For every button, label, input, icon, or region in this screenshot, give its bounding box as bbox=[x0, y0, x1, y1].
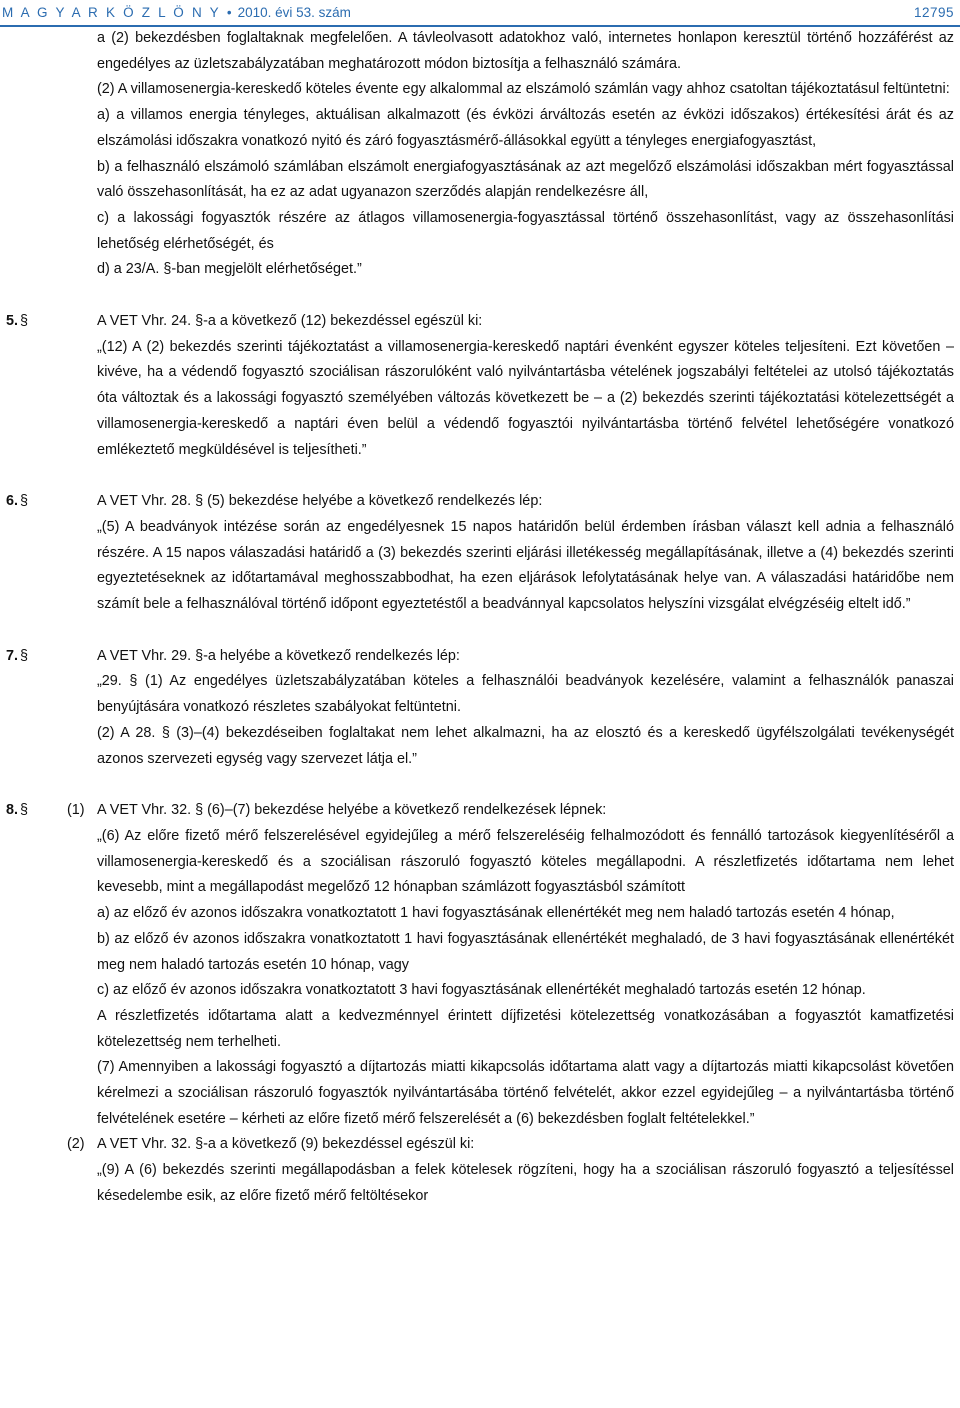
paragraph-sign: § bbox=[20, 647, 29, 664]
document-body bbox=[0, 26, 960, 1210]
page-number: 12795 bbox=[913, 5, 954, 20]
section-7-body-2: (2) A 28. § (3)–(4) bekezdéseiben foglaltakat nem lehet alkalmazni, ha az elosztó és a kereskedő ügyfélszolgálati tevékenységét azonos szervezeti egység vagy szervezet látja el.” bbox=[97, 724, 954, 767]
section-8 bbox=[0, 798, 960, 824]
section-5-body: „(12) A (2) bekezdés szerinti tájékoztatást a villamosenergia-kereskedő naptári évenként egyszer köteles teljesíteni. Ezt követően – kivéve, ha a védendő fogyasztó szociálisan rászorulóként való nyilvántartásba vételének jogszabályi feltételei az utolsó tájékoztatás óta változtak és a lakossági fogyasztó személyében változás következett be – a (2) bekezdés szerinti tájékoztatási kötelezettségét a villamosenergia-kereskedő a naptári éven belül a védendő fogyasztói nyilvántartásba történő felvétel lehetőségére vonatkozó emlékeztető megküldésével is teljesítheti.” bbox=[97, 338, 954, 458]
section-6 bbox=[0, 489, 960, 515]
header-bullet: • bbox=[226, 5, 232, 20]
page-header bbox=[0, 0, 960, 28]
item-a: a) a villamos energia tényleges, aktuálisan alkalmazott (és évközi árváltozás esetén az évközi időszakos) értékesítési árát és az elszámolási időszakra vonatkozó nyitó és záró fogyasztásmérő-állásokkal együtt a tényleges energiafogyasztást, bbox=[97, 107, 954, 149]
section-number: 8. bbox=[6, 802, 19, 819]
section-5 bbox=[0, 309, 960, 335]
section-8-subsection-2 bbox=[0, 1132, 960, 1158]
section-7 bbox=[0, 644, 960, 670]
item-b: b) a felhasználó elszámoló számlában elszámolt energiafogyasztásának az azt megelőző elszámolási időszakban mért fogyasztással való összehasonlítását, ha ez az adat ugyanazon szerződés alapján rendelkezésre áll, bbox=[97, 158, 954, 201]
section-lead: A VET Vhr. 29. §-a helyébe a következő rendelkezés lép: bbox=[97, 647, 460, 664]
section-number: 5. bbox=[6, 313, 19, 330]
section-6-body: „(5) A beadványok intézése során az engedélyesnek 15 napos határidőn belül érdemben írásban választ kell adnia a felhasználó részére. A 15 napos válaszadási határidő a (3) bekezdés szerinti eljárási illetékesség megállapításának, illetve a (4) bekezdés szerinti egyeztetéseknek az időtartamával meghosszabbodhat, ha ezen eljárások lefolytatásának helye van. A válaszadási határidőbe nem számít bele a felhasználóval történő időpont egyeztetéstől a beadvánnyal kapcsolatos helyszíni vizsgálat elvégzéséig eltelt idő.” bbox=[97, 518, 954, 613]
section-7-body-1: „29. § (1) Az engedélyes üzletszabályzatában köteles a felhasználói beadványok kezelésére, valamint a felhasználók panaszai benyújtására vonatkozó részletes szabályokat feltüntetni. bbox=[97, 673, 954, 716]
subsection-number: (1) bbox=[67, 802, 85, 819]
paragraph-sign: § bbox=[20, 313, 29, 330]
item-c: c) a lakossági fogyasztók részére az átlagos villamosenergia-fogyasztással történő összehasonlítást, vagy az összehasonlítási lehetőség elérhetőségét, és bbox=[97, 209, 954, 252]
section-number: 6. bbox=[6, 493, 19, 510]
subsection-number: (2) bbox=[67, 1136, 85, 1153]
section-8-body-9: „(9) A (6) bekezdés szerinti megállapodásban a felek kötelesek rögzíteni, hogy ha a szociálisan rászoruló fogyasztó a teljesítéssel késedelembe esik, az előre fizető mérő feltöltésekor bbox=[97, 1162, 954, 1204]
paragraph-continuation: a (2) bekezdésben foglaltaknak megfelelően. A távleolvasott adatokhoz való, internetes honlapon keresztül történő hozzáférést az engedélyes az üzletszabályzatában meghatározott módon biztosítja a felhasználó számára. bbox=[97, 30, 954, 72]
section-8-item-c: c) az előző év azonos időszakra vonatkoztatott 3 havi fogyasztásának ellenértékét meghaladó tartozás esetén 12 hónap. bbox=[97, 982, 866, 999]
item-d: d) a 23/A. §-ban megjelölt elérhetőséget.” bbox=[97, 261, 362, 278]
section-8-installment-note: A részletfizetés időtartama alatt a kedvezménnyel érintett díjfizetési kötelezettség vonatkozásában a fogyasztót kamatfizetési kötelezettség nem terhelheti. bbox=[97, 1007, 954, 1050]
section-number: 7. bbox=[6, 647, 19, 664]
paragraph-sign: § bbox=[20, 493, 29, 510]
section-lead: A VET Vhr. 28. § (5) bekezdése helyébe a következő rendelkezés lép: bbox=[97, 493, 543, 510]
journal-title: M A G Y A R K Ö Z L Ö N Y bbox=[2, 5, 221, 20]
section-lead: A VET Vhr. 24. §-a a következő (12) bekezdéssel egészül ki: bbox=[97, 313, 483, 330]
paragraph-2: (2) A villamosenergia-kereskedő köteles évente egy alkalommal az elszámoló számlán vagy ahhoz csatoltan tájékoztatásul feltüntetni: bbox=[97, 81, 950, 98]
paragraph-sign: § bbox=[20, 802, 29, 819]
issue-label: 2010. évi 53. szám bbox=[237, 5, 351, 20]
section-8-body-6: „(6) Az előre fizető mérő felszerelésével egyidejűleg a mérő felszereléséig felhalmozódott és fennálló tartozások kiegyenlítéséről a villamosenergia-kereskedő és a szociálisan rászoruló fogyasztó köteles megállapodni. A részletfizetés időtartama nem lehet kevesebb, mint a megállapodást megelőző 12 hónapban számlázott fogyasztásból számított bbox=[97, 827, 954, 896]
section-8-body-7: (7) Amennyiben a lakossági fogyasztó a díjtartozás miatti kikapcsolás időtartama alatt vagy a díjtartozás miatti kikapcsolást követően kérelmezi a szociálisan rászoruló fogyasztók nyilvántartásába történő felvételét, akkor ezzel egyidejűleg – a nyilvántartásba történő felvételének esetére – kérheti az előre fizető mérő felszerelését a (6) bekezdésben foglalt feltételekkel.” bbox=[97, 1059, 954, 1127]
section-8-item-b: b) az előző év azonos időszakra vonatkoztatott 1 havi fogyasztásának ellenértékét meghaladó, de 3 havi fogyasztásának ellenértékét meg nem haladó tartozás esetén 10 hónap, vagy bbox=[97, 930, 954, 973]
subsection-lead: A VET Vhr. 32. §-a a következő (9) bekezdéssel egészül ki: bbox=[97, 1136, 475, 1153]
section-8-item-a: a) az előző év azonos időszakra vonatkoztatott 1 havi fogyasztásának ellenértékét meg nem haladó tartozás esetén 4 hónap, bbox=[97, 905, 895, 922]
header-journal-info bbox=[2, 5, 351, 20]
section-lead: A VET Vhr. 32. § (6)–(7) bekezdése helyébe a következő rendelkezések lépnek: bbox=[97, 802, 607, 819]
